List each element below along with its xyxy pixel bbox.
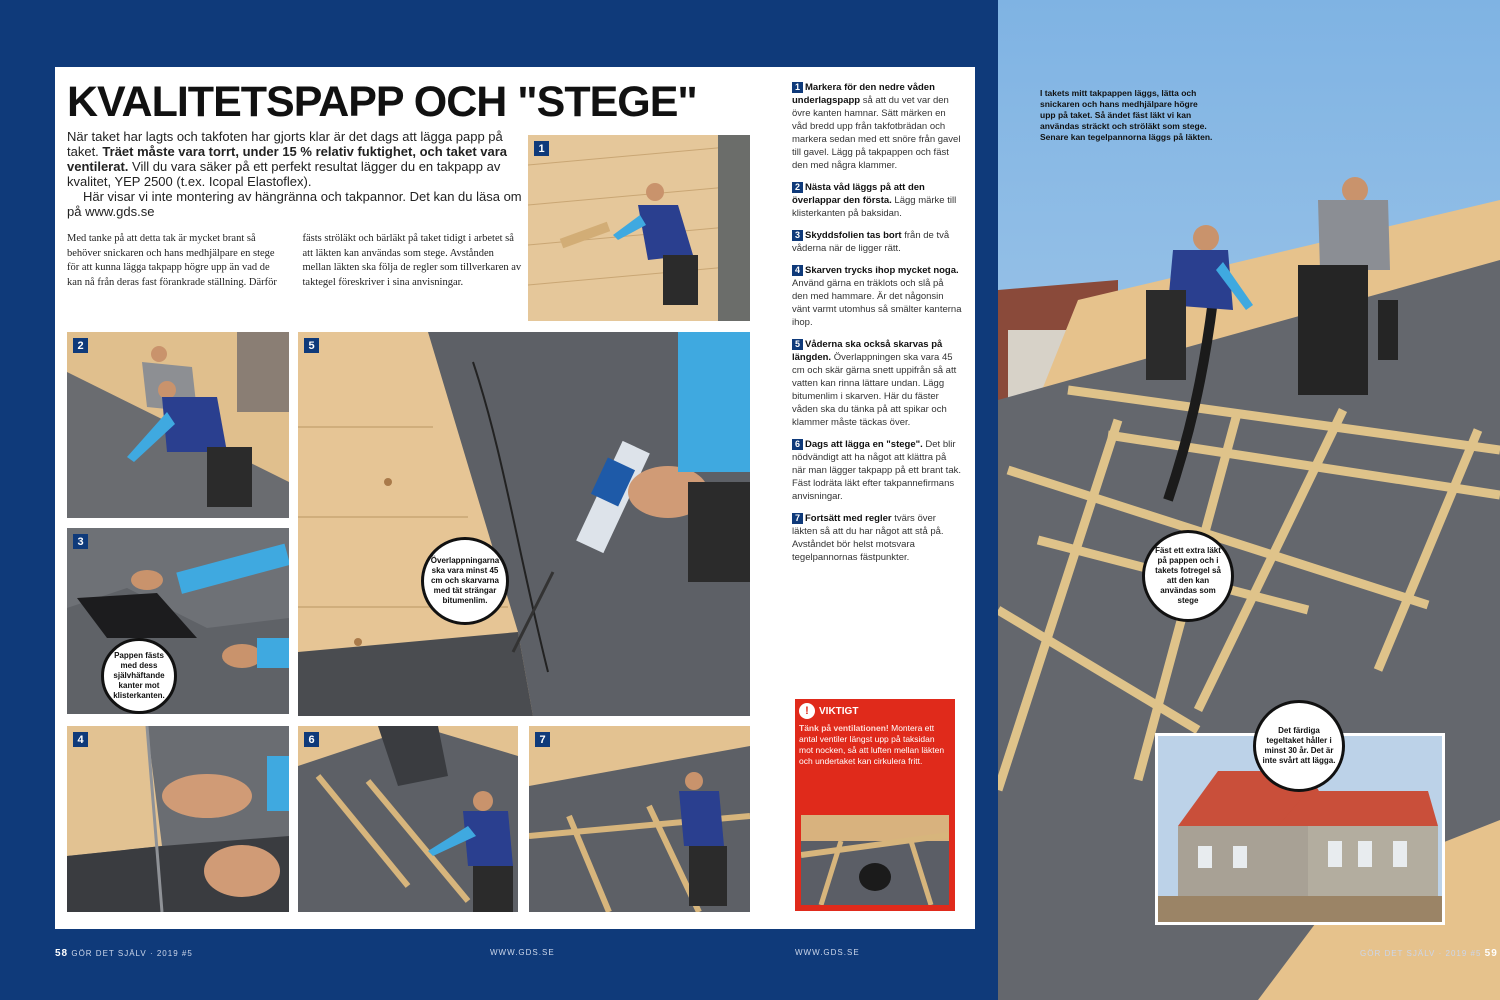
step-heading: Nästa våd läggs på att den överlappar den första.	[792, 182, 925, 206]
step-text: så att du vet var den övre kanten hamnar. Sätt märken en våd bredd upp från takfotbrädan och markera sedan med ett snöre från gavel till gavel. Lägg på takpappen och fäst den med några klammer.	[792, 95, 961, 171]
photo-4-number: 4	[73, 732, 88, 747]
photo-4	[67, 726, 289, 912]
step-number: 6	[792, 439, 803, 450]
photo-3-number: 3	[73, 534, 88, 549]
warning-body: Montera ett antal ventiler längst upp på taksidan mot nocken, så att luften mellan läkten och undertaket kan cirkulera fritt.	[799, 723, 945, 766]
warning-icon: !	[799, 703, 815, 719]
body-column-2: fästs ströläkt och bärläkt på taket tidigt i arbetet så att läkten kan användas som stege. Avstånden mellan läkten ska följa de regler som tillverkaren av taktegel föreskriver i sina anvisningar.	[302, 233, 522, 288]
step-number: 5	[792, 339, 803, 350]
step-7	[792, 512, 962, 564]
step-4	[792, 264, 962, 329]
photo-4-image	[67, 726, 289, 912]
warning-title: VIKTIGT	[819, 705, 859, 717]
photo-2	[67, 332, 289, 518]
right-caption: I takets mitt takpappen läggs, lätta och snickaren och hans medhjälpare högre upp på taket. Så ändet fäst läkt vi kan användas sträckt och ströläkt som stege. Senare kan tegelpannorna läggs på läkten.	[1040, 88, 1213, 142]
step-heading: Skarven trycks ihop mycket noga.	[805, 265, 959, 276]
page-number-right: 59	[1484, 948, 1498, 959]
steps-column	[792, 81, 962, 573]
photo-3-image	[67, 528, 289, 714]
photo-5-callout-text: Överlappningarna ska vara minst 45 cm och skarvarna med tät strängar bitumenlim.	[430, 556, 500, 605]
step-3	[792, 229, 962, 255]
footer-center-right: WWW.GDS.SE	[795, 948, 860, 957]
warning-photo	[801, 815, 949, 905]
photo-6-number: 6	[304, 732, 319, 747]
step-2	[792, 181, 962, 220]
step-text: Använd gärna en träklots och slå på den med hammare. Är det någonsin vänt varmt utomhus så smälter kanterna ihop.	[792, 278, 962, 328]
step-6	[792, 438, 962, 503]
intro-bold: Träet måste vara torrt, under 15 % relativ fuktighet, och taket vara ventilerat.	[67, 144, 508, 174]
inset-callout-text: Det färdiga tegeltaket håller i minst 30 år. Det är inte svårt att lägga.	[1262, 726, 1336, 765]
step-text: Det blir nödvändigt att ha något att klättra på när man lägger takpapp på ett brant tak. Fäst lodräta läkt efter takpannefirmans anvisningar.	[792, 439, 961, 502]
left-page	[55, 67, 975, 929]
step-heading: Fortsätt med regler	[805, 513, 892, 524]
step-text: Överlappningen ska vara 45 cm och skär gärna snett uppifrån så att vatten kan rinna lättare undan. Lägg bitumenlim i skarven. Här du fäster våden ska du tänka på att spikar och klammer måste täckas över.	[792, 352, 957, 428]
photo-1-number: 1	[534, 141, 549, 156]
photo-7-image	[529, 726, 750, 912]
footer-left-text: GÖR DET SJÄLV · 2019 #5	[71, 949, 193, 958]
page-number-left: 58	[55, 948, 69, 959]
photo-5-number: 5	[304, 338, 319, 353]
step-text: tvärs över läkten så att du har något att stå på. Avståndet bör helst motsvara tegelpannornas fästpunkter.	[792, 513, 944, 563]
body-columns	[67, 232, 522, 290]
photo-1	[528, 135, 750, 321]
photo-2-image	[67, 332, 289, 518]
right-callout-text: Fäst ett extra läkt på pappen och i takets fotregel så att den kan användas som stege	[1155, 546, 1221, 605]
warning-box	[795, 699, 955, 911]
warning-text	[799, 723, 951, 767]
warning-photo-image	[801, 815, 949, 905]
right-callout	[1142, 530, 1234, 622]
intro-paragraph-1	[67, 129, 522, 189]
photo-5	[298, 332, 750, 716]
photo-3-callout	[101, 638, 177, 714]
step-heading: Skyddsfolien tas bort	[805, 230, 902, 241]
intro	[67, 129, 522, 219]
step-1	[792, 81, 962, 172]
intro-paragraph-2: Här visar vi inte montering av hängränna och takpannor. Det kan du läsa om på www.gds.se	[67, 189, 522, 219]
photo-2-number: 2	[73, 338, 88, 353]
step-number: 1	[792, 82, 803, 93]
photo-6-image	[298, 726, 518, 912]
step-number: 3	[792, 230, 803, 241]
step-heading: Markera för den nedre våden underlagspapp	[792, 82, 935, 106]
step-number: 4	[792, 265, 803, 276]
warning-header	[799, 703, 951, 719]
photo-7	[529, 726, 750, 912]
warning-bold: Tänk på ventilationen!	[799, 723, 889, 733]
photo-7-number: 7	[535, 732, 550, 747]
footer-center-left: WWW.GDS.SE	[490, 948, 555, 957]
step-number: 2	[792, 182, 803, 193]
body-column-1: Med tanke på att detta tak är mycket brant så behöver snickaren och hans medhjälpare en stege för att kunna lägga takpapp högre upp än vad de kan nå från deras fast förankrade ställning. Därför	[67, 233, 277, 288]
intro-rest: Vill du vara säker på ett perfekt resultat lägger du en takpapp av kvalitet, YEP 2500 (t.ex. Icopal Elastoflex).	[67, 159, 501, 189]
photo-6	[298, 726, 518, 912]
inset-callout	[1253, 700, 1345, 792]
footer-right	[1360, 948, 1498, 959]
photo-3-callout-text: Pappen fästs med dess självhäftande kanter mot klisterkanten.	[113, 651, 165, 700]
photo-1-image	[528, 135, 750, 321]
step-text: från de två våderna när de ligger rätt.	[792, 230, 950, 254]
footer-left	[55, 948, 193, 959]
photo-5-image	[298, 332, 750, 716]
step-heading: Våderna ska också skarvas på längden.	[792, 339, 943, 363]
photo-3	[67, 528, 289, 714]
photo-5-callout	[421, 537, 509, 625]
intro-text: När taket har lagts och takfoten har gjorts klar är det dags att lägga papp på taket.	[67, 129, 503, 159]
step-number: 7	[792, 513, 803, 524]
step-5	[792, 338, 962, 429]
headline: KVALITETSPAPP OCH "STEGE"	[67, 78, 697, 126]
step-heading: Dags att lägga en "stege".	[805, 439, 923, 450]
footer-right-text: GÖR DET SJÄLV · 2019 #5	[1360, 949, 1482, 958]
step-text: Lägg märke till klisterkanten på baksidan.	[792, 195, 957, 219]
